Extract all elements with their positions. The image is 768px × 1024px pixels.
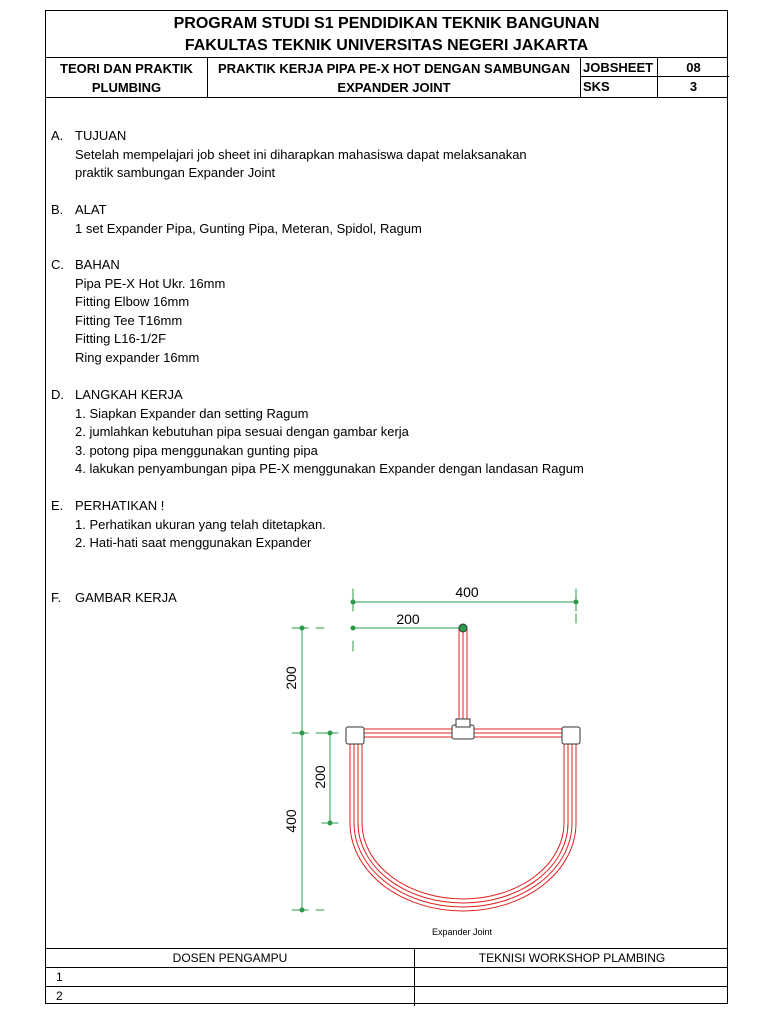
section-line: Pipa PE-X Hot Ukr. 16mm bbox=[75, 275, 226, 291]
section-line: Fitting Tee T16mm bbox=[75, 312, 183, 328]
jobsheet-value: 08 bbox=[658, 58, 729, 77]
dosen-header: DOSEN PENGAMPU bbox=[46, 949, 415, 968]
dimension-dots bbox=[300, 600, 579, 913]
course-line-2: PLUMBING bbox=[91, 80, 162, 95]
row-number: 1 bbox=[46, 968, 415, 987]
signature-cell bbox=[415, 987, 729, 1006]
section-line: Ring expander 16mm bbox=[75, 349, 200, 365]
signature-header-row bbox=[46, 949, 727, 968]
signature-row-1 bbox=[46, 968, 727, 987]
sks-label: SKS bbox=[583, 79, 610, 94]
signature-row-2 bbox=[46, 987, 727, 1006]
dim-label-400-left: 400 bbox=[283, 809, 299, 833]
section-letter: F. bbox=[51, 590, 62, 605]
working-drawing bbox=[46, 11, 729, 1005]
section-letter: B. bbox=[51, 202, 64, 217]
section-title: ALAT bbox=[75, 202, 107, 217]
title-line-1: PRAKTIK KERJA PIPA PE-X HOT DENGAN SAMBUNGAN bbox=[218, 61, 570, 76]
section-letter: D. bbox=[51, 387, 64, 402]
section-line: Setelah mempelajari job sheet ini diharapkan mahasiswa dapat melaksanakan bbox=[75, 146, 527, 162]
section-line: 2. jumlahkan kebutuhan pipa sesuai dengan gambar kerja bbox=[75, 424, 409, 440]
section-line: praktik sambungan Expander Joint bbox=[75, 165, 276, 181]
dim-label-200-left: 200 bbox=[283, 666, 299, 690]
section-title: LANGKAH KERJA bbox=[75, 387, 183, 402]
section-line: 1. Siapkan Expander dan setting Ragum bbox=[75, 405, 309, 421]
section-line: 1. Perhatikan ukuran yang telah ditetapkan. bbox=[75, 516, 326, 532]
drawing-caption: Expander Joint bbox=[431, 927, 493, 937]
sks-value: 3 bbox=[689, 79, 698, 94]
title-line-2: EXPANDER JOINT bbox=[337, 80, 451, 95]
dim-label-200-top: 200 bbox=[396, 611, 420, 627]
section-line: 3. potong pipa menggunakan gunting pipa bbox=[75, 442, 318, 458]
dimension-lines bbox=[292, 589, 576, 910]
section-line: Fitting L16-1/2F bbox=[75, 331, 167, 347]
pipe-network bbox=[350, 629, 576, 911]
teknisi-header: TEKNISI WORKSHOP PLAMBING bbox=[478, 951, 666, 965]
section-letter: A. bbox=[51, 128, 64, 143]
section-letter: C. bbox=[51, 257, 64, 272]
header-line-2: FAKULTAS TEKNIK UNIVERSITAS NEGERI JAKARTA bbox=[184, 37, 589, 54]
section-letter: E. bbox=[51, 498, 64, 513]
section-line: 2. Hati-hati saat menggunakan Expander bbox=[75, 535, 312, 551]
section-line: Fitting Elbow 16mm bbox=[75, 294, 190, 310]
section-line: 4. lakukan penyambungan pipa PE-X menggunakan Expander dengan landasan Ragum bbox=[75, 461, 584, 477]
section-title: BAHAN bbox=[75, 257, 120, 272]
section-title: GAMBAR KERJA bbox=[75, 590, 177, 605]
section-title: TUJUAN bbox=[75, 128, 127, 143]
section-line: 1 set Expander Pipa, Gunting Pipa, Meteran, Spidol, Ragum bbox=[75, 220, 422, 236]
dim-label-400-top: 400 bbox=[455, 584, 479, 600]
jobsheet bbox=[45, 10, 728, 1004]
dim-label-200-inner: 200 bbox=[312, 765, 328, 789]
jobsheet-label: JOBSHEET bbox=[581, 58, 657, 77]
section-title: PERHATIKAN ! bbox=[75, 498, 165, 513]
course-line-1: TEORI DAN PRAKTIK bbox=[60, 61, 193, 76]
header-line-1: PROGRAM STUDI S1 PENDIDIKAN TEKNIK BANGUNAN bbox=[173, 15, 600, 32]
signature-table bbox=[46, 948, 727, 1006]
signature-cell bbox=[415, 968, 729, 987]
row-number: 2 bbox=[46, 987, 415, 1006]
